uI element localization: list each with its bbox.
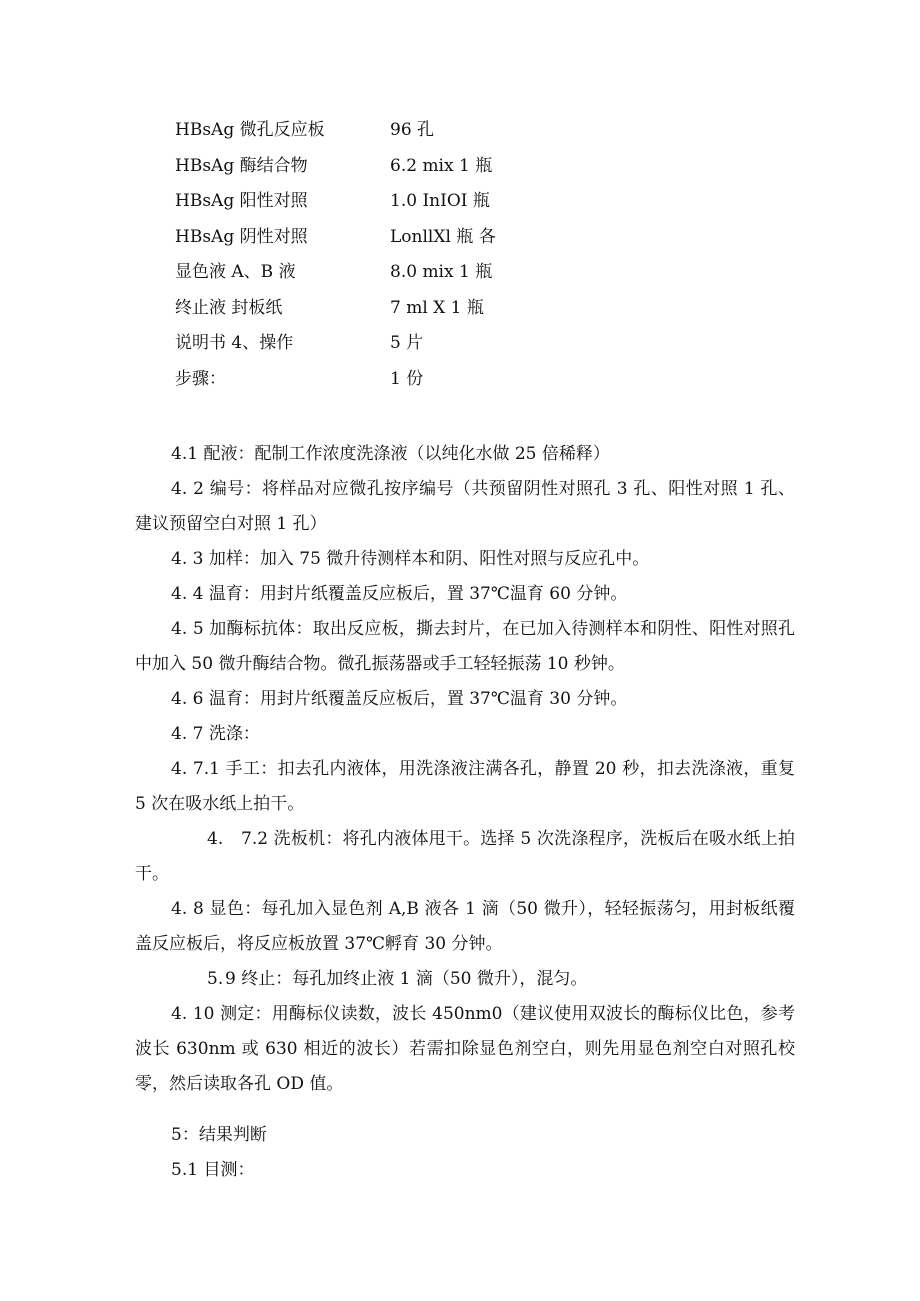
kit-item-name: HBsAg 阴性对照: [175, 226, 308, 247]
step-text: 7.2 洗板机：将孔内液体甩干。选择 5 次洗涤程序，洗板后在吸水纸上拍干。: [135, 829, 795, 884]
step-4-6: 4. 6 温育：用封片纸覆盖反应板后，置 37℃温育 30 分钟。: [171, 689, 628, 709]
kit-item-qty: 6.2 mix 1 瓶: [390, 155, 493, 176]
section-5-heading: 5：结果判断: [171, 1125, 267, 1145]
procedure-steps: [135, 437, 795, 1188]
step-4-3: 4. 3 加样：加入 75 微升待测样本和阴、阳性对照与反应孔中。: [171, 549, 650, 569]
kit-item-name: 说明书 4、操作: [175, 333, 294, 353]
step-4-1: 4.1 配液：配制工作浓度洗涤液（以纯化水做 25 倍稀释）: [171, 444, 610, 464]
kit-item-name: HBsAg 微孔反应板: [175, 120, 325, 140]
step-4-7-1: 4. 7.1 手工：扣去孔内液体，用洗涤液注满各孔，静置 20 秒，扣去洗涤液，重复 5 次在吸水纸上拍干。: [135, 759, 795, 814]
kit-item-name: HBsAg 阳性对照: [175, 191, 308, 211]
kit-item-qty: 96 孔: [390, 120, 435, 140]
step-4-7-2: [135, 822, 795, 892]
kit-item-qty: 8.0 mix 1 瓶: [390, 262, 493, 282]
step-4-2: 4. 2 编号：将样品对应微孔按序编号（共预留阴性对照孔 3 孔、阳性对照 1 孔、建议预留空白对照 1 孔）: [135, 479, 795, 534]
kit-item-name: 步骤：: [175, 368, 226, 389]
step-4-5: 4. 5 加酶标抗体：取出反应板，撕去封片，在已加入待测样本和阴性、阳性对照孔中加入 50 微升酶结合物。微孔振荡器或手工轻轻振荡 10 秒钟。: [135, 619, 795, 674]
kit-item-name: HBsAg 酶结合物: [175, 155, 308, 176]
step-number: 5.: [207, 969, 224, 989]
kit-item-qty: 7 ml X 1 瓶: [390, 297, 484, 318]
step-4-8: 4. 8 显色：每孔加入显色剂 A,B 液各 1 滴（50 微升），轻轻振荡匀，用封板纸覆盖反应板后，将反应板放置 37℃孵育 30 分钟。: [135, 899, 795, 954]
kit-item-name: 终止液 封板纸: [175, 297, 283, 318]
step-4-10: 4. 10 测定：用酶标仪读数，波长 450nm0（建议使用双波长的酶标仪比色，参考波长 630nm 或 630 相近的波长）若需扣除显色剂空白，则先用显色剂空白对照孔校零，然后读取各孔 OD 值。: [135, 1004, 795, 1094]
step-4-7: 4. 7 洗涤：: [171, 724, 260, 744]
step-4-4: 4. 4 温育：用封片纸覆盖反应板后，置 37℃温育 60 分钟。: [171, 584, 628, 604]
step-text: 9 终止：每孔加终止液 1 滴（50 微升），混匀。: [225, 969, 588, 989]
kit-item-qty: 1.0 InIOI 瓶: [390, 191, 490, 211]
kit-item-name: 显色液 A、B 液: [175, 262, 296, 282]
step-5-9: [135, 962, 795, 997]
step-5-1: 5.1 目测：: [171, 1160, 255, 1180]
kit-item-qty: 5 片: [390, 333, 424, 353]
kit-item-qty: 1 份: [390, 368, 424, 389]
step-number: 4.: [207, 829, 224, 849]
kit-item-qty: LonllXl 瓶 各: [390, 226, 496, 247]
